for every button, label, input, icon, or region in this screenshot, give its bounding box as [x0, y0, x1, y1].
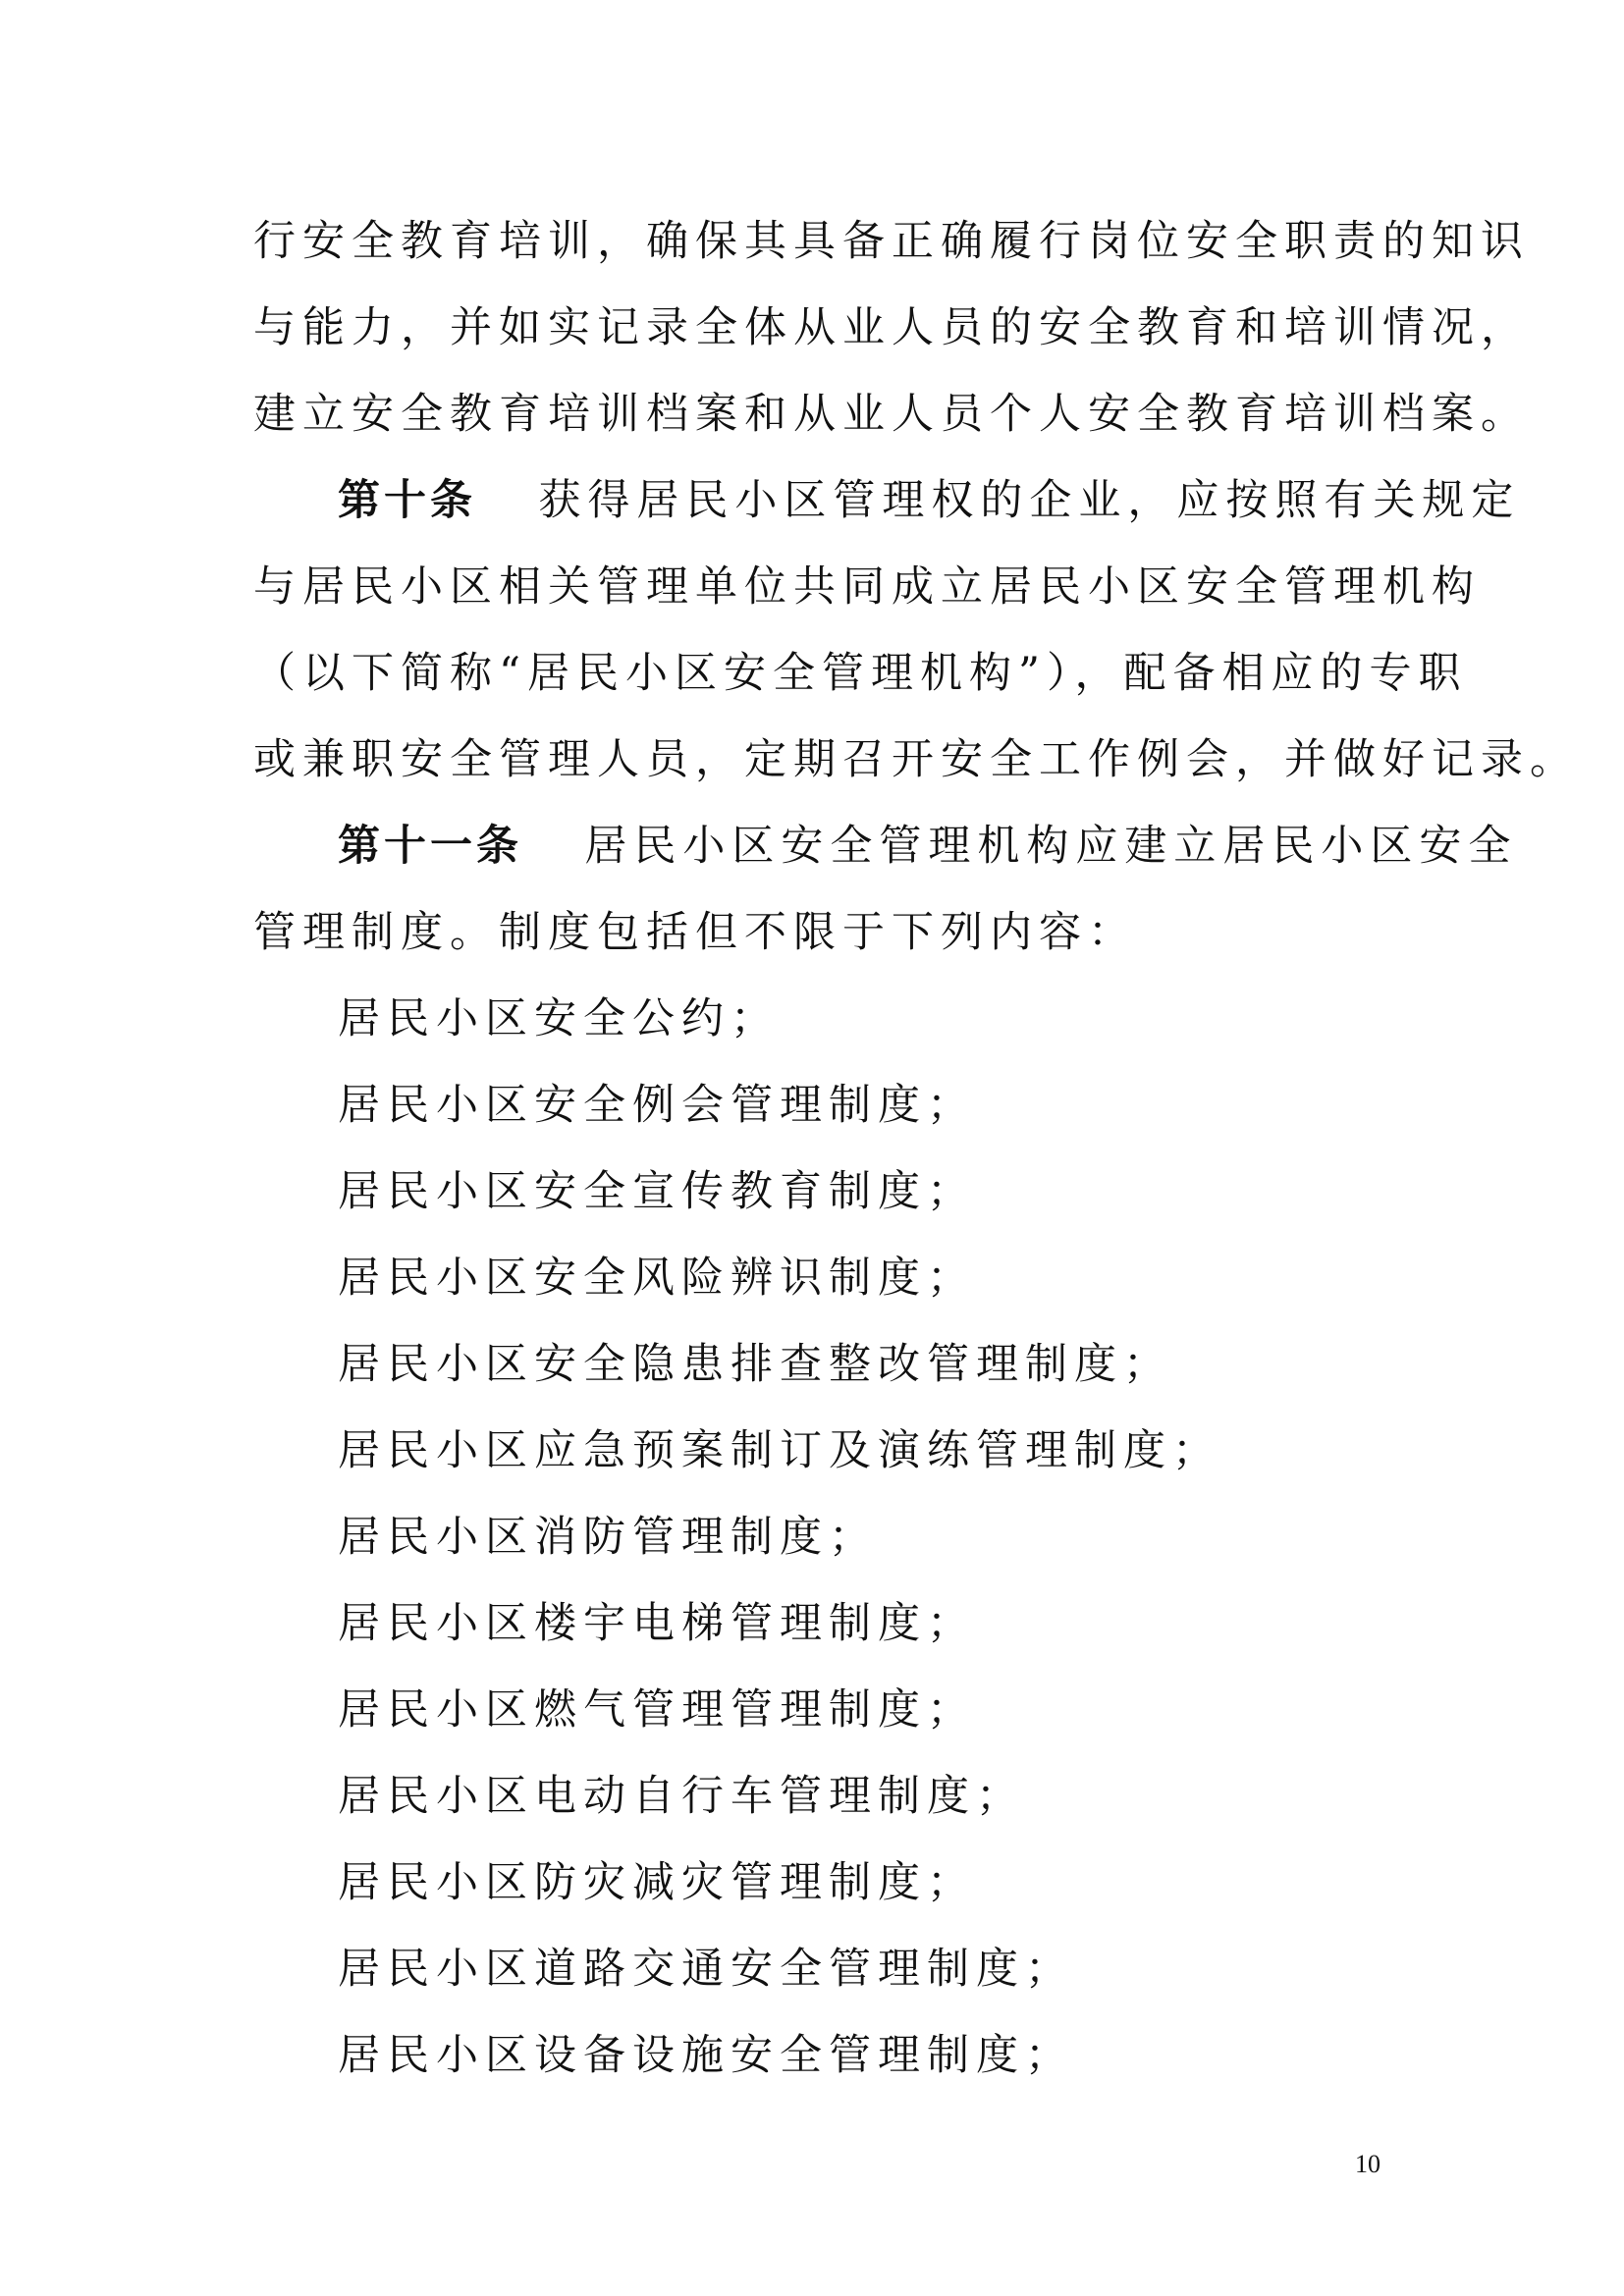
article-11-heading: 第十一条 — [338, 822, 522, 871]
paragraph-line: 行安全教育培训，确保其具备正确履行岗位安全职责的知识 — [253, 217, 1530, 266]
paragraph-line: 管理制度。制度包括但不限于下列内容： — [253, 908, 1137, 957]
list-item: 居民小区消防管理制度； — [338, 1513, 878, 1562]
list-item: 居民小区楼宇电梯管理制度； — [338, 1599, 976, 1648]
paragraph-line: （以下简称“居民小区安全管理机构”），配备相应的专职 — [253, 649, 1468, 698]
list-item: 居民小区电动自行车管理制度； — [338, 1772, 1025, 1821]
document-page — [253, 0, 1579, 2296]
list-item: 居民小区安全宣传教育制度； — [338, 1167, 976, 1216]
list-item: 居民小区道路交通安全管理制度； — [338, 1945, 1074, 1994]
list-item: 居民小区安全公约； — [338, 994, 780, 1043]
list-item: 居民小区安全例会管理制度； — [338, 1081, 976, 1130]
article-11-first-line — [338, 817, 1518, 876]
paragraph-line: 建立安全教育培训档案和从业人员个人安全教育培训档案。 — [253, 390, 1530, 439]
paragraph-line: 与居民小区相关管理单位共同成立居民小区安全管理机构 — [253, 562, 1481, 612]
article-10-text: 获得居民小区管理权的企业，应按照有关规定 — [538, 476, 1521, 525]
article-10-first-line — [338, 471, 1521, 530]
list-item: 居民小区燃气管理管理制度； — [338, 1685, 976, 1735]
list-item: 居民小区防灾减灾管理制度； — [338, 1858, 976, 1907]
list-item: 居民小区安全隐患排查整改管理制度； — [338, 1340, 1172, 1389]
paragraph-line: 或兼职安全管理人员，定期召开安全工作例会，并做好记录。 — [253, 735, 1579, 784]
list-item: 居民小区安全风险辨识制度； — [338, 1254, 976, 1303]
article-10-heading: 第十条 — [338, 476, 476, 525]
page-number: 10 — [1355, 2150, 1380, 2178]
article-11-text: 居民小区安全管理机构应建立居民小区安全 — [584, 822, 1518, 871]
list-item: 居民小区设备设施安全管理制度； — [338, 2031, 1074, 2080]
paragraph-line: 与能力，并如实记录全体从业人员的安全教育和培训情况， — [253, 303, 1530, 352]
list-item: 居民小区应急预案制订及演练管理制度； — [338, 1426, 1221, 1475]
